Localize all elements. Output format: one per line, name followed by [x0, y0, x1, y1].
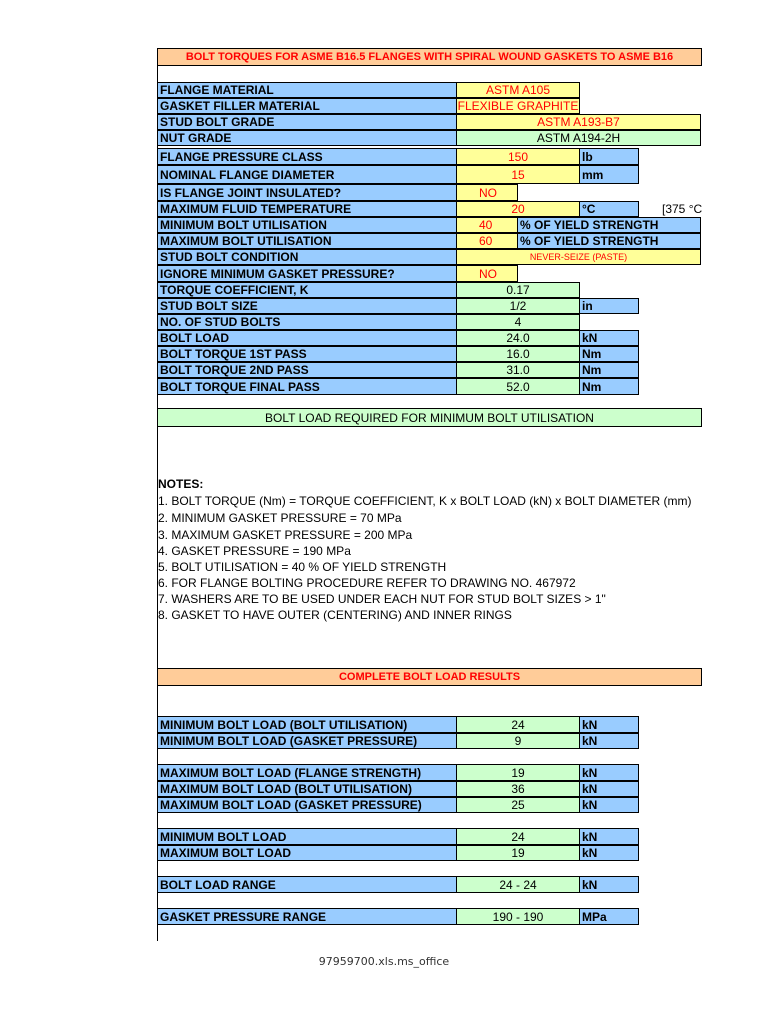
label-minimum-bolt-utilisation: MINIMUM BOLT UTILISATION	[157, 217, 457, 233]
label-minimum-bolt-load: MINIMUM BOLT LOAD	[157, 828, 457, 845]
label-torque-coefficient: TORQUE COEFFICIENT, K	[157, 282, 457, 298]
label-max-bolt-load-gasket: MAXIMUM BOLT LOAD (GASKET PRESSURE)	[157, 797, 457, 813]
unit-max-bolt-load-bolt-util: kN	[579, 781, 639, 797]
value-max-bolt-load-bolt-util: 36	[456, 781, 580, 797]
value-max-bolt-load-flange: 19	[456, 764, 580, 781]
notes-title: NOTES:	[158, 477, 204, 491]
value-maximum-fluid-temperature[interactable]: 20	[456, 201, 580, 217]
label-stud-bolt-grade: STUD BOLT GRADE	[157, 114, 457, 130]
value-bolt-torque-2nd-pass: 31.0	[456, 362, 580, 378]
temperature-limit-note: [375 °C	[662, 202, 702, 216]
value-bolt-torque-final-pass: 52.0	[456, 378, 580, 395]
unit-stud-bolt-size: in	[579, 298, 639, 314]
label-flange-pressure-class: FLANGE PRESSURE CLASS	[157, 148, 457, 165]
unit-maximum-fluid-temperature: °C	[579, 201, 639, 217]
label-gasket-pressure-range: GASKET PRESSURE RANGE	[157, 908, 457, 925]
status-message: BOLT LOAD REQUIRED FOR MINIMUM BOLT UTILISATION	[157, 408, 702, 427]
label-bolt-torque-1st-pass: BOLT TORQUE 1ST PASS	[157, 346, 457, 362]
value-no-of-stud-bolts: 4	[456, 314, 580, 330]
label-gasket-filler-material: GASKET FILLER MATERIAL	[157, 98, 457, 114]
note-1: 1. BOLT TORQUE (Nm) = TORQUE COEFFICIENT, K x BOLT LOAD (kN) x BOLT DIAMETER (mm)	[158, 494, 692, 508]
value-gasket-filler-material[interactable]: FLEXIBLE GRAPHITE	[457, 99, 579, 113]
note-6: 6. FOR FLANGE BOLTING PROCEDURE REFER TO DRAWING NO. 467972	[158, 576, 576, 590]
label-maximum-fluid-temperature: MAXIMUM FLUID TEMPERATURE	[157, 201, 457, 217]
value-maximum-bolt-utilisation[interactable]: 60	[456, 233, 518, 249]
value-min-bolt-load-gasket: 9	[456, 733, 580, 749]
unit-minimum-bolt-load: kN	[579, 828, 639, 845]
note-3: 3. MAXIMUM GASKET PRESSURE = 200 MPa	[158, 528, 413, 542]
label-bolt-torque-2nd-pass: BOLT TORQUE 2ND PASS	[157, 362, 457, 378]
value-flange-material[interactable]: ASTM A105	[456, 82, 580, 98]
unit-min-bolt-load-bolt-util: kN	[579, 716, 639, 733]
label-max-bolt-load-flange: MAXIMUM BOLT LOAD (FLANGE STRENGTH)	[157, 764, 457, 781]
unit-minimum-bolt-utilisation: % OF YIELD STRENGTH	[517, 217, 701, 233]
unit-bolt-torque-final-pass: Nm	[579, 378, 639, 395]
unit-max-bolt-load-flange: kN	[579, 764, 639, 781]
note-7: 7. WASHERS ARE TO BE USED UNDER EACH NUT FOR STUD BOLT SIZES > 1"	[158, 592, 606, 606]
value-flange-joint-insulated[interactable]: NO	[456, 184, 518, 201]
value-minimum-bolt-load: 24	[456, 828, 580, 845]
label-nominal-flange-diameter: NOMINAL FLANGE DIAMETER	[157, 165, 457, 184]
label-min-bolt-load-gasket: MINIMUM BOLT LOAD (GASKET PRESSURE)	[157, 733, 457, 749]
unit-max-bolt-load-gasket: kN	[579, 797, 639, 813]
note-5: 5. BOLT UTILISATION = 40 % OF YIELD STRENGTH	[158, 560, 447, 574]
label-maximum-bolt-utilisation: MAXIMUM BOLT UTILISATION	[157, 233, 457, 249]
value-minimum-bolt-utilisation[interactable]: 40	[456, 217, 518, 233]
document-filename: 97959700.xls.ms_office	[318, 955, 450, 968]
value-maximum-bolt-load: 19	[456, 845, 580, 861]
label-min-bolt-load-bolt-util: MINIMUM BOLT LOAD (BOLT UTILISATION)	[157, 716, 457, 733]
label-flange-material: FLANGE MATERIAL	[157, 82, 457, 98]
value-gasket-pressure-range: 190 - 190	[456, 908, 580, 925]
unit-nominal-flange-diameter: mm	[579, 165, 639, 184]
label-bolt-torque-final-pass: BOLT TORQUE FINAL PASS	[157, 378, 457, 395]
value-nut-grade: ASTM A194-2H	[456, 130, 701, 146]
unit-min-bolt-load-gasket: kN	[579, 733, 639, 749]
label-nut-grade: NUT GRADE	[157, 130, 457, 146]
value-max-bolt-load-gasket: 25	[456, 797, 580, 813]
unit-bolt-load-range: kN	[579, 876, 639, 893]
unit-bolt-torque-1st-pass: Nm	[579, 346, 639, 362]
value-flange-pressure-class[interactable]: 150	[456, 148, 580, 165]
value-bolt-torque-1st-pass: 16.0	[456, 346, 580, 362]
label-stud-bolt-size: STUD BOLT SIZE	[157, 298, 457, 314]
value-stud-bolt-condition[interactable]: NEVER-SEIZE (PASTE)	[456, 249, 701, 265]
sheet-title: BOLT TORQUES FOR ASME B16.5 FLANGES WITH SPIRAL WOUND GASKETS TO ASME B16	[157, 48, 702, 66]
note-4: 4. GASKET PRESSURE = 190 MPa	[158, 544, 351, 558]
value-nominal-flange-diameter[interactable]: 15	[456, 165, 580, 184]
value-stud-bolt-grade[interactable]: ASTM A193-B7	[456, 114, 701, 130]
label-bolt-load-range: BOLT LOAD RANGE	[157, 876, 457, 893]
unit-maximum-bolt-load: kN	[579, 845, 639, 861]
value-torque-coefficient: 0.17	[456, 282, 580, 298]
value-min-bolt-load-bolt-util: 24	[456, 716, 580, 733]
unit-bolt-torque-2nd-pass: Nm	[579, 362, 639, 378]
unit-maximum-bolt-utilisation: % OF YIELD STRENGTH	[517, 233, 701, 249]
note-8: 8. GASKET TO HAVE OUTER (CENTERING) AND INNER RINGS	[158, 608, 512, 622]
label-ignore-min-gasket-pressure: IGNORE MINIMUM GASKET PRESSURE?	[157, 265, 457, 282]
value-ignore-min-gasket-pressure[interactable]: NO	[456, 265, 518, 282]
value-stud-bolt-size: 1/2	[456, 298, 580, 314]
unit-flange-pressure-class: lb	[579, 148, 639, 165]
label-flange-joint-insulated: IS FLANGE JOINT INSULATED?	[157, 184, 457, 201]
label-max-bolt-load-bolt-util: MAXIMUM BOLT LOAD (BOLT UTILISATION)	[157, 781, 457, 797]
note-2: 2. MINIMUM GASKET PRESSURE = 70 MPa	[158, 511, 402, 525]
label-bolt-load: BOLT LOAD	[157, 330, 457, 346]
label-maximum-bolt-load: MAXIMUM BOLT LOAD	[157, 845, 457, 861]
unit-bolt-load: kN	[579, 330, 639, 346]
label-stud-bolt-condition: STUD BOLT CONDITION	[157, 249, 457, 265]
unit-gasket-pressure-range: MPa	[579, 908, 639, 925]
value-bolt-load: 24.0	[456, 330, 580, 346]
results-title: COMPLETE BOLT LOAD RESULTS	[157, 668, 702, 686]
label-no-of-stud-bolts: NO. OF STUD BOLTS	[157, 314, 457, 330]
value-bolt-load-range: 24 - 24	[456, 876, 580, 893]
